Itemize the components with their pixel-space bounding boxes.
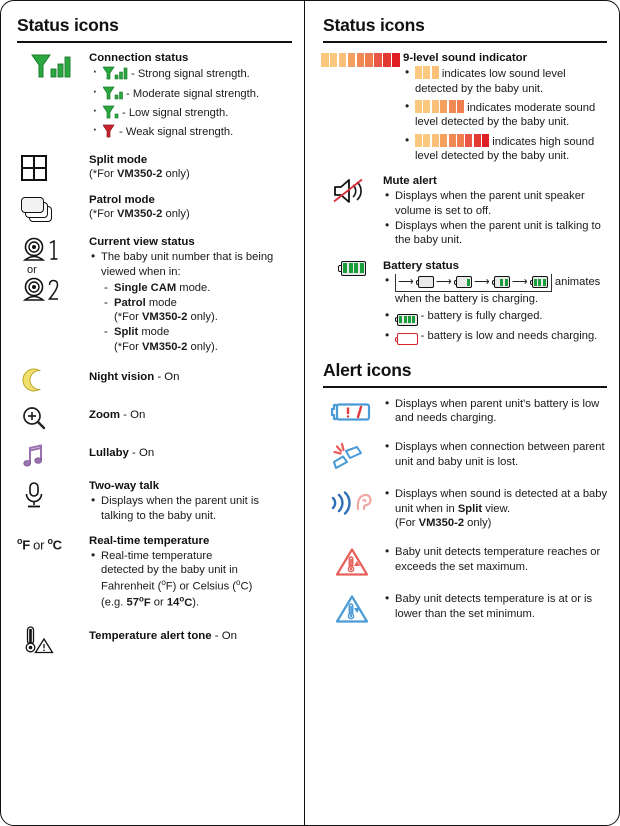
sound-level-moderate-icon	[415, 100, 464, 113]
list-item: • Baby unit detects temperature reaches or exceeds the set maximum.	[383, 545, 609, 574]
microphone-icon-cell	[15, 479, 89, 509]
battery-low-alert-icon	[330, 398, 374, 426]
list-item	[103, 281, 294, 295]
list-item: • Displays when the parent unit is talking to the baby unit.	[383, 219, 609, 248]
thermometer-alert-icon-cell	[15, 623, 89, 655]
sound-detected-alert-icon	[329, 488, 375, 518]
list-item	[383, 274, 609, 306]
note-prefix: (*For	[89, 208, 117, 221]
two-way-talk-heading: Two-way talk	[89, 479, 160, 492]
battery-full-icon	[338, 261, 366, 276]
battery-status-bullets	[383, 274, 609, 345]
temp-example-c-unit: C	[184, 596, 193, 609]
note-model: VM350-2	[141, 340, 188, 353]
high-temp-alert-icon	[333, 546, 371, 578]
alert-text-b: view.	[482, 502, 511, 515]
camera-1-icon	[21, 237, 61, 263]
row-high-temp-alert	[321, 544, 609, 578]
mute-alert-text	[383, 174, 609, 249]
note-suffix: only)	[162, 208, 190, 221]
alert-icons-rule	[323, 386, 607, 388]
alert-text-a: Displays when sound is detected at a baby unit when in	[395, 488, 608, 515]
list-item	[89, 86, 294, 104]
current-view-status-text	[89, 235, 294, 355]
mute-alert-heading: Mute alert	[383, 175, 437, 188]
list-item: • Displays when the parent unit speaker volume is set to off.	[383, 189, 609, 218]
row-current-view-status	[15, 235, 294, 355]
list-item-label: indicates moderate sound level detected by the baby unit.	[415, 101, 596, 129]
temperature-alert-tone-text	[89, 623, 294, 643]
zoom-value: - On	[120, 408, 146, 421]
split-cell	[34, 156, 46, 168]
mode-name: Patrol	[114, 297, 146, 310]
night-vision-label: Night vision	[89, 370, 155, 383]
list-item-label: animates when the battery is charging.	[395, 276, 601, 306]
sound-level-9-icon	[321, 53, 400, 67]
battery-segment	[349, 263, 353, 273]
mode-name: Single CAM	[114, 281, 177, 294]
battery-status-text	[383, 259, 609, 346]
list-item: • The baby unit number that is being viewed when in:	[89, 250, 294, 279]
degree-units-icon-cell	[15, 534, 89, 552]
right-column	[304, 1, 619, 825]
moon-icon	[21, 367, 47, 393]
two-way-talk-bullets	[89, 494, 294, 523]
list-item-label: indicates high sound level detected by the baby unit.	[415, 135, 595, 162]
sound-detected-alert-text	[383, 486, 609, 531]
mute-speaker-icon-cell	[321, 174, 383, 206]
temp-example-c-value: 14	[166, 596, 180, 609]
camera-number-icon-cell	[15, 235, 89, 303]
note-model: VM350-2	[141, 311, 188, 324]
list-item-label: - Moderate signal strength.	[126, 87, 260, 100]
list-item-label: - Strong signal strength.	[131, 68, 250, 81]
row-night-vision	[15, 365, 294, 393]
lullaby-label: Lullaby	[89, 446, 129, 459]
lullaby-text	[89, 441, 294, 460]
temp-example-f-unit: F	[143, 596, 151, 609]
sound-indicator-text	[403, 51, 609, 164]
mute-speaker-icon	[332, 176, 372, 206]
list-item	[103, 325, 294, 353]
list-item	[383, 487, 609, 530]
split-grid-icon	[21, 155, 47, 181]
temp-eg-prefix: (e.g.	[101, 596, 127, 609]
split-cell	[22, 168, 34, 180]
list-item: • Real-time temperature detected by the baby unit in Fahrenheit ($^o$F) or Celsius ($^o$C) (e.g. 57$^o$F or 14$^o$C).	[89, 549, 294, 610]
temp-f: F	[165, 580, 173, 593]
mode-rest: mode	[145, 297, 177, 310]
temp-example-f-value: 57	[126, 596, 139, 609]
split-mode-text	[89, 153, 294, 181]
note-model: VM350-2	[116, 167, 163, 180]
real-time-temperature-bullets	[89, 549, 294, 610]
row-zoom	[15, 403, 294, 431]
sound-indicator-heading: 9-level sound indicator	[403, 52, 528, 64]
two-way-talk-text	[89, 479, 294, 524]
list-item	[89, 105, 294, 123]
current-view-status-heading: Current view status	[89, 235, 195, 248]
two-column-layout	[1, 1, 619, 825]
connection-lost-alert-icon-cell	[321, 439, 383, 473]
row-split-mode	[15, 153, 294, 181]
patrol-stack-icon-cell	[15, 193, 89, 223]
signal-bars-icon-cell	[15, 51, 89, 79]
list-item	[403, 66, 609, 96]
list-item	[383, 309, 609, 325]
list-item	[89, 124, 294, 142]
battery-step-3-icon	[492, 276, 510, 287]
row-mute-alert	[321, 174, 609, 249]
moon-icon-cell	[15, 365, 89, 393]
temp-line-2: detected by the baby unit in	[101, 564, 238, 577]
row-two-way-talk	[15, 479, 294, 524]
signal-low-icon	[103, 105, 120, 123]
current-view-modes	[103, 281, 294, 354]
right-section-title: Status icons	[323, 15, 425, 35]
row-low-temp-alert	[321, 591, 609, 625]
patrol-stack-icon	[21, 195, 55, 223]
thermometer-alert-icon	[21, 625, 57, 655]
list-item-label: - battery is low and needs charging.	[420, 329, 598, 342]
note-model: VM350-2	[418, 517, 465, 530]
note-prefix: (*For	[114, 340, 142, 353]
signal-weak-icon	[103, 124, 117, 142]
left-section-title: Status icons	[17, 15, 119, 35]
list-item-label: - Weak signal strength.	[119, 126, 234, 139]
connection-lost-alert-bullets	[383, 440, 609, 469]
list-item: • Displays when connection between parent unit and baby unit is lost.	[383, 440, 609, 469]
sound-level-high-icon	[415, 134, 489, 147]
left-column	[1, 1, 304, 825]
list-item: • Displays when parent unit's battery is low and needs charging.	[383, 397, 609, 426]
note-prefix: (For	[395, 517, 419, 530]
temp-line-1: Real-time temperature	[101, 550, 213, 563]
signal-bars-icon	[31, 53, 73, 79]
camera-2-icon	[21, 277, 61, 303]
zoom-text	[89, 403, 294, 422]
low-temp-alert-icon-cell	[321, 591, 383, 625]
row-battery-low-alert	[321, 396, 609, 427]
temperature-alert-tone-value: - On	[211, 629, 237, 642]
list-item	[89, 66, 294, 84]
high-temp-alert-text	[383, 544, 609, 575]
patrol-card-front	[21, 197, 44, 213]
night-vision-heading	[89, 370, 294, 384]
battery-step-1-icon	[416, 276, 434, 287]
list-item	[383, 329, 609, 345]
temperature-alert-tone-label: Temperature alert tone	[89, 629, 212, 642]
temp-line-3d: )	[248, 580, 253, 593]
fahrenheit-label: F	[22, 537, 30, 553]
signal-moderate-icon	[103, 86, 124, 104]
row-lullaby	[15, 441, 294, 469]
connection-status-bullets	[89, 66, 294, 142]
battery-body	[341, 261, 366, 276]
mute-alert-bullets	[383, 189, 609, 247]
row-sound-detected-alert	[321, 486, 609, 531]
connection-status-text	[89, 51, 294, 144]
signal-strong-icon	[103, 66, 129, 84]
temp-eg-end: ).	[192, 596, 200, 609]
zoom-magnifier-icon	[21, 405, 47, 431]
row-connection-status	[15, 51, 294, 144]
zoom-magnifier-icon-cell	[15, 403, 89, 431]
temp-eg-mid: or	[150, 596, 167, 609]
night-vision-value: - On	[154, 370, 180, 383]
low-temp-alert-icon	[333, 593, 371, 625]
battery-segment	[354, 263, 358, 273]
battery-status-heading: Battery status	[383, 259, 459, 272]
sound-detected-alert-icon-cell	[321, 486, 383, 518]
patrol-mode-text	[89, 193, 294, 221]
temp-line-3b: ) or Celsius (	[172, 580, 237, 593]
current-view-bullets	[89, 250, 294, 279]
microphone-icon	[21, 481, 47, 509]
music-note-icon	[21, 443, 47, 469]
celsius-label: C	[52, 537, 62, 553]
note-suffix: only).	[187, 311, 218, 324]
split-cell	[22, 156, 34, 168]
temperature-alert-tone-heading	[89, 629, 294, 643]
battery-low-alert-text	[383, 396, 609, 427]
list-item-label: - Low signal strength.	[122, 106, 229, 119]
lullaby-value: - On	[128, 446, 155, 459]
connection-lost-alert-icon	[330, 441, 374, 473]
row-temperature-alert-tone	[15, 623, 294, 655]
battery-empty-red-icon	[395, 333, 418, 344]
arrow-glyph: ⟶	[511, 276, 528, 289]
alert-icons-title: Alert icons	[323, 359, 412, 380]
list-item	[103, 296, 294, 324]
connection-lost-alert-text	[383, 439, 609, 470]
battery-low-alert-icon-cell	[321, 396, 383, 426]
split-mode-note	[89, 167, 294, 181]
camera-or-label: or	[27, 263, 37, 276]
row-connection-lost-alert	[321, 439, 609, 473]
sound-indicator-bullets	[403, 66, 609, 163]
alert-text-bold: Split	[457, 502, 483, 515]
note-suffix: only)	[162, 167, 190, 180]
low-temp-alert-bullets	[383, 592, 609, 621]
sound-level-9-icon-cell	[321, 51, 403, 67]
patrol-mode-heading: Patrol mode	[89, 193, 155, 206]
battery-charging-sequence-icon	[395, 274, 552, 292]
list-item: • Baby unit detects temperature is at or is lower than the set minimum.	[383, 592, 609, 621]
mode-rest: mode.	[176, 281, 211, 294]
left-title-rule	[17, 41, 292, 43]
list-item: • Displays when the parent unit is talking to the baby unit.	[89, 494, 294, 523]
night-vision-text	[89, 365, 294, 384]
battery-full-icon-cell	[321, 259, 383, 276]
degree-units-icon: $^o$F or $^o$C	[17, 535, 62, 553]
battery-segment	[360, 263, 364, 273]
zoom-label: Zoom	[89, 408, 121, 421]
list-item	[403, 100, 609, 130]
note-prefix: (*For	[89, 167, 117, 180]
mode-name: Split	[114, 326, 139, 339]
high-temp-alert-bullets	[383, 545, 609, 574]
row-battery-status	[321, 259, 609, 346]
list-item-label: - battery is fully charged.	[420, 310, 543, 323]
note-model: VM350-2	[116, 208, 163, 221]
note-suffix: only).	[187, 340, 218, 353]
split-grid-icon-cell	[15, 153, 89, 181]
sound-detected-alert-bullets	[383, 487, 609, 530]
note-prefix: (*For	[114, 311, 142, 324]
split-mode-heading: Split mode	[89, 153, 148, 166]
battery-segment	[343, 263, 347, 273]
row-patrol-mode	[15, 193, 294, 223]
right-title-rule	[323, 41, 607, 43]
temp-line-3a: Fahrenheit (	[101, 580, 162, 593]
split-cell	[34, 168, 46, 180]
battery-step-4-icon	[530, 276, 548, 287]
lullaby-heading	[89, 446, 294, 460]
temp-c: C	[240, 580, 249, 593]
arrow-glyph: ⟶	[473, 276, 490, 289]
connection-status-heading: Connection status	[89, 52, 189, 64]
note-suffix: only)	[464, 517, 492, 530]
row-sound-indicator	[321, 51, 609, 164]
mode-rest: mode	[138, 326, 170, 339]
list-item-label: indicates low sound level detected by the baby unit.	[415, 68, 566, 95]
battery-full-small-icon	[395, 314, 418, 325]
zoom-heading	[89, 408, 294, 422]
arrow-glyph: ⟶	[435, 276, 452, 289]
list-item	[403, 134, 609, 164]
sound-level-low-icon	[415, 66, 439, 79]
low-temp-alert-text	[383, 591, 609, 622]
patrol-mode-note	[89, 207, 294, 221]
real-time-temperature-text	[89, 534, 294, 611]
row-real-time-temperature	[15, 534, 294, 611]
music-note-icon-cell	[15, 441, 89, 469]
high-temp-alert-icon-cell	[321, 544, 383, 578]
arrow-glyph: • ⟶	[398, 276, 414, 289]
or-label: or	[29, 537, 48, 553]
battery-step-2-icon	[454, 276, 472, 287]
real-time-temperature-heading: Real-time temperature	[89, 534, 210, 547]
battery-low-alert-bullets	[383, 397, 609, 426]
